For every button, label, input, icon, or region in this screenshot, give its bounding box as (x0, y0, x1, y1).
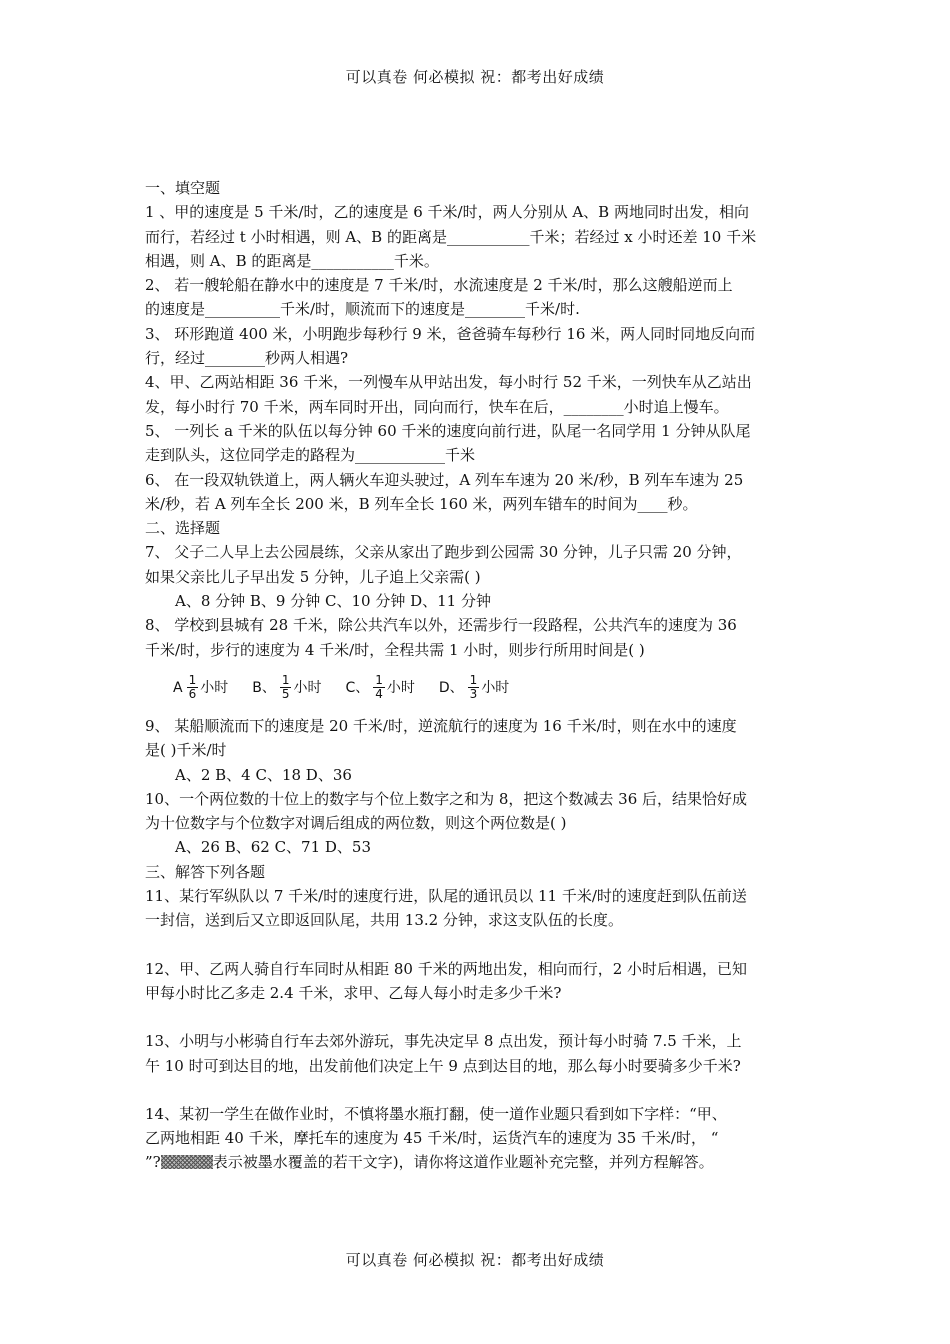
q12-line-1: 12、甲、乙两人骑自行车同时从相距 80 千米的两地出发，相向而行，2 小时后相遇，已知 (145, 959, 748, 978)
q8-options (145, 662, 810, 714)
q9-line-2: 是( )千米/时 (145, 741, 227, 760)
q11-line-2: 一封信，送到后又立即返回队尾，共用 13.2 分钟，求这支队伍的长度。 (145, 911, 623, 930)
q4-line-1: 4、甲、乙两站相距 36 千米，一列慢车从甲站出发，每小时行 52 千米，一列快车从乙站出 (145, 373, 752, 392)
q10-options: A、26 B、62 C、71 D、53 (175, 838, 372, 857)
q10-line-1: 10、一个两位数的十位上的数字与个位上数字之和为 8，把这个数减去 36 后，结果恰好成 (145, 789, 748, 808)
page-header: 可以真卷 何必模拟 祝：都考出好成绩 (345, 68, 605, 86)
q9-line-1: 9、 某船顺流而下的速度是 20 千米/时，逆流航行的速度为 16 千米/时，则在水中的速度 (145, 716, 737, 735)
q8-line-2: 千米/时，步行的速度为 4 千米/时，全程共需 1 小时，则步行所用时间是( ) (145, 640, 645, 659)
q3-line-1: 3、 环形跑道 400 米，小明跑步每秒行 9 米，爸爸骑车每秒行 16 米，两人同时同地反向而 (145, 324, 756, 343)
q2-line-2: 的速度是__________千米/时，顺流而下的速度是________千米/时. (145, 300, 580, 319)
q4-line-2: 发，每小时行 70 千米，两车同时开出，同向而行，快车在后，________小时追上慢车。 (145, 397, 729, 416)
q13-line-2: 午 10 时可到达目的地，出发前他们决定上午 9 点到达目的地，那么每小时要骑多少千米? (145, 1056, 741, 1075)
section-fill-blank: 一、填空题 (145, 179, 221, 197)
q6-line-1: 6、 在一段双轨铁道上，两人辆火车迎头驶过，A 列车车速为 20 米/秒，B 列车车速为 25 (145, 470, 744, 489)
q11-line-1: 11、某行军纵队以 7 千米/时的速度行进，队尾的通讯员以 11 千米/时的速度赶到队伍前送 (145, 887, 747, 906)
q7-line-1: 7、 父子二人早上去公园晨练，父亲从家出了跑步到公园需 30 分钟，儿子只需 20 分钟， (145, 543, 742, 562)
q3-line-2: 行，经过________秒两人相遇? (145, 349, 349, 368)
q8-line-1: 8、 学校到县城有 28 千米，除公共汽车以外，还需步行一段路程，公共汽车的速度为 36 (145, 616, 737, 635)
q14-line-2: 乙两地相距 40 千米，摩托车的速度为 45 千米/时，运货汽车的速度为 35 千米/时， “ (145, 1129, 719, 1148)
q1-line-1: 1 、甲的速度是 5 千米/时，乙的速度是 6 千米/时，两人分别从 A、B 两地同时出发，相向 (145, 203, 749, 222)
q5-line-2: 走到队头，这位同学走的路程为____________千米 (145, 446, 476, 465)
q12-line-2: 甲每小时比乙多走 2.4 千米，求甲、乙每人每小时走多少千米? (145, 983, 562, 1002)
q1-line-2: 而行，若经过 t 小时相遇，则 A、B 的距离是___________千米；若经过 x 小时还差 10 千米 (145, 227, 757, 246)
q13-line-1: 13、小明与小彬骑自行车去郊外游玩，事先决定早 8 点出发，预计每小时骑 7.5 千米，上 (145, 1032, 742, 1051)
q7-options: A、8 分钟 B、9 分钟 C、10 分钟 D、11 分钟 (175, 592, 491, 611)
page-footer: 可以真卷 何必模拟 祝：都考出好成绩 (345, 1251, 605, 1269)
q8-option-a: A $\frac{1}{6}$ 小时 (173, 673, 229, 702)
q9-options: A、2 B、4 C、18 D、36 (175, 765, 352, 784)
q1-line-3: 相遇，则 A、B 的距离是___________千米。 (145, 251, 439, 270)
q7-line-2: 如果父亲比儿子早出发 5 分钟，儿子追上父亲需( ) (145, 567, 481, 586)
q8-option-d: D、 $\frac{1}{3}$ 小时 (438, 673, 510, 702)
q14-line-1: 14、某初一学生在做作业时，不慎将墨水瓶打翻，使一道作业题只看到如下字样：“甲、 (145, 1104, 727, 1123)
q6-line-2: 米/秒，若 A 列车全长 200 米，B 列车全长 160 米，两列车错车的时间为____秒。 (145, 494, 698, 513)
section-multiple-choice: 二、选择题 (145, 519, 221, 538)
q8-option-c: C、 $\frac{1}{4}$ 小时 (345, 673, 415, 702)
q14-line-3: ”? 表示被墨水覆盖的若干文字)，请你将这道作业题补充完整，并列方程解答。 (145, 1153, 714, 1172)
q8-option-b: B、 $\frac{1}{5}$ 小时 (252, 673, 322, 702)
ink-blot-icon (161, 1155, 213, 1169)
section-problems: 三、解答下列各题 (145, 862, 266, 881)
q2-line-1: 2、 若一艘轮船在静水中的速度是 7 千米/时，水流速度是 2 千米/时，那么这艘船逆而上 (145, 276, 733, 295)
q5-line-1: 5、 一列长 a 千米的队伍以每分钟 60 千米的速度向前行进，队尾一名同学用 1 分钟从队尾 (145, 421, 751, 440)
document-body (145, 176, 810, 1175)
q10-line-2: 为十位数字与个位数字对调后组成的两位数，则这个两位数是( ) (145, 814, 567, 833)
